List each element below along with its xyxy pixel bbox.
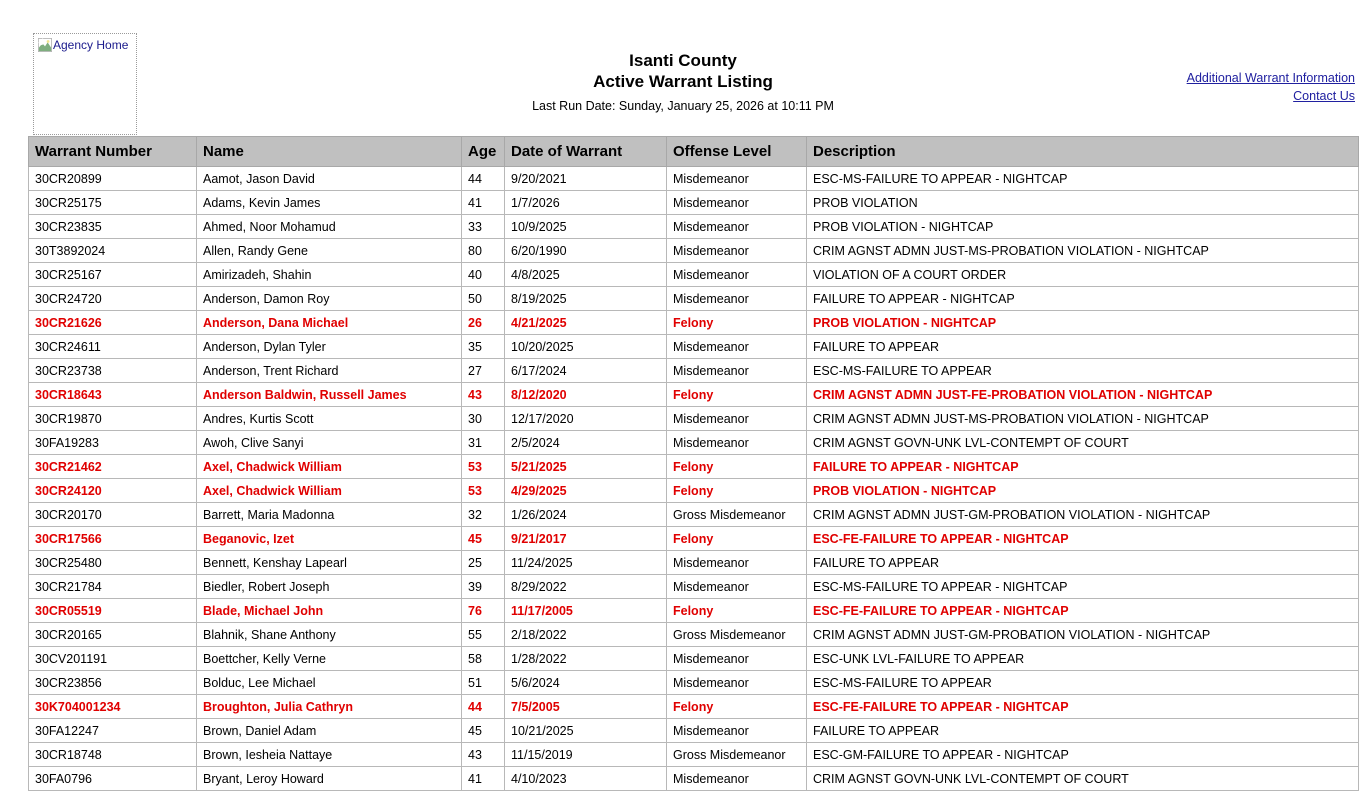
cell-name: Aamot, Jason David	[197, 167, 462, 191]
cell-warrant-number: 30CR17566	[29, 527, 197, 551]
cell-age: 40	[462, 263, 505, 287]
cell-date-of-warrant: 11/17/2005	[505, 599, 667, 623]
cell-offense-level: Misdemeanor	[667, 215, 807, 239]
cell-description: PROB VIOLATION - NIGHTCAP	[807, 215, 1359, 239]
cell-description: FAILURE TO APPEAR	[807, 719, 1359, 743]
cell-age: 58	[462, 647, 505, 671]
cell-date-of-warrant: 8/29/2022	[505, 575, 667, 599]
cell-warrant-number: 30FA12247	[29, 719, 197, 743]
cell-name: Allen, Randy Gene	[197, 239, 462, 263]
cell-warrant-number: 30CR23738	[29, 359, 197, 383]
cell-age: 50	[462, 287, 505, 311]
cell-warrant-number: 30CR20899	[29, 167, 197, 191]
table-row	[29, 695, 1359, 719]
cell-offense-level: Misdemeanor	[667, 767, 807, 791]
cell-age: 55	[462, 623, 505, 647]
cell-date-of-warrant: 2/5/2024	[505, 431, 667, 455]
cell-name: Anderson Baldwin, Russell James	[197, 383, 462, 407]
title-block	[0, 50, 1366, 116]
cell-offense-level: Misdemeanor	[667, 263, 807, 287]
cell-description: ESC-MS-FAILURE TO APPEAR	[807, 359, 1359, 383]
table-row	[29, 623, 1359, 647]
column-header-age[interactable]: Age	[462, 137, 505, 167]
cell-age: 33	[462, 215, 505, 239]
cell-name: Broughton, Julia Cathryn	[197, 695, 462, 719]
cell-offense-level: Misdemeanor	[667, 407, 807, 431]
cell-offense-level: Misdemeanor	[667, 431, 807, 455]
cell-offense-level: Felony	[667, 383, 807, 407]
cell-age: 43	[462, 743, 505, 767]
cell-warrant-number: 30CR18643	[29, 383, 197, 407]
cell-age: 35	[462, 335, 505, 359]
cell-warrant-number: 30CR24611	[29, 335, 197, 359]
cell-description: FAILURE TO APPEAR	[807, 551, 1359, 575]
cell-description: ESC-MS-FAILURE TO APPEAR	[807, 671, 1359, 695]
cell-age: 44	[462, 695, 505, 719]
cell-date-of-warrant: 10/20/2025	[505, 335, 667, 359]
cell-name: Awoh, Clive Sanyi	[197, 431, 462, 455]
additional-warrant-information-link[interactable]: Additional Warrant Information	[1186, 71, 1355, 85]
cell-offense-level: Misdemeanor	[667, 671, 807, 695]
cell-age: 45	[462, 719, 505, 743]
cell-warrant-number: 30CR21462	[29, 455, 197, 479]
contact-us-link[interactable]: Contact Us	[1293, 89, 1355, 103]
cell-name: Adams, Kevin James	[197, 191, 462, 215]
cell-age: 43	[462, 383, 505, 407]
cell-description: FAILURE TO APPEAR	[807, 335, 1359, 359]
column-header-warrant-number[interactable]: Warrant Number	[29, 137, 197, 167]
cell-warrant-number: 30CR25167	[29, 263, 197, 287]
cell-age: 80	[462, 239, 505, 263]
cell-description: ESC-FE-FAILURE TO APPEAR - NIGHTCAP	[807, 599, 1359, 623]
cell-age: 39	[462, 575, 505, 599]
cell-description: VIOLATION OF A COURT ORDER	[807, 263, 1359, 287]
logo-alt-text: Agency Home	[53, 38, 129, 52]
cell-name: Bolduc, Lee Michael	[197, 671, 462, 695]
cell-name: Beganovic, Izet	[197, 527, 462, 551]
cell-description: CRIM AGNST ADMN JUST-MS-PROBATION VIOLATION - NIGHTCAP	[807, 239, 1359, 263]
cell-description: ESC-MS-FAILURE TO APPEAR - NIGHTCAP	[807, 167, 1359, 191]
table-row	[29, 167, 1359, 191]
cell-offense-level: Misdemeanor	[667, 719, 807, 743]
cell-warrant-number: 30CV201191	[29, 647, 197, 671]
table-row	[29, 191, 1359, 215]
cell-offense-level: Felony	[667, 527, 807, 551]
cell-description: PROB VIOLATION	[807, 191, 1359, 215]
cell-description: CRIM AGNST ADMN JUST-FE-PROBATION VIOLATION - NIGHTCAP	[807, 383, 1359, 407]
cell-name: Ahmed, Noor Mohamud	[197, 215, 462, 239]
cell-age: 45	[462, 527, 505, 551]
header-links	[1187, 69, 1355, 105]
cell-offense-level: Misdemeanor	[667, 647, 807, 671]
cell-warrant-number: 30FA19283	[29, 431, 197, 455]
cell-name: Anderson, Dylan Tyler	[197, 335, 462, 359]
cell-offense-level: Gross Misdemeanor	[667, 743, 807, 767]
table-row	[29, 527, 1359, 551]
cell-date-of-warrant: 4/21/2025	[505, 311, 667, 335]
cell-description: CRIM AGNST ADMN JUST-GM-PROBATION VIOLATION - NIGHTCAP	[807, 623, 1359, 647]
table-row	[29, 767, 1359, 791]
agency-home-logo-link[interactable]	[33, 33, 137, 135]
cell-offense-level: Misdemeanor	[667, 191, 807, 215]
column-header-description[interactable]: Description	[807, 137, 1359, 167]
cell-warrant-number: 30CR18748	[29, 743, 197, 767]
cell-date-of-warrant: 8/12/2020	[505, 383, 667, 407]
cell-offense-level: Felony	[667, 599, 807, 623]
cell-date-of-warrant: 1/28/2022	[505, 647, 667, 671]
table-row	[29, 359, 1359, 383]
cell-age: 51	[462, 671, 505, 695]
cell-age: 30	[462, 407, 505, 431]
cell-warrant-number: 30FA0796	[29, 767, 197, 791]
cell-date-of-warrant: 4/10/2023	[505, 767, 667, 791]
cell-date-of-warrant: 6/17/2024	[505, 359, 667, 383]
page-title: Isanti County	[629, 51, 737, 70]
cell-age: 41	[462, 191, 505, 215]
cell-description: CRIM AGNST GOVN-UNK LVL-CONTEMPT OF COURT	[807, 431, 1359, 455]
cell-offense-level: Felony	[667, 455, 807, 479]
table-row	[29, 743, 1359, 767]
cell-description: ESC-MS-FAILURE TO APPEAR - NIGHTCAP	[807, 575, 1359, 599]
cell-date-of-warrant: 5/6/2024	[505, 671, 667, 695]
cell-name: Boettcher, Kelly Verne	[197, 647, 462, 671]
cell-offense-level: Felony	[667, 311, 807, 335]
table-row	[29, 503, 1359, 527]
cell-age: 31	[462, 431, 505, 455]
cell-name: Barrett, Maria Madonna	[197, 503, 462, 527]
cell-age: 44	[462, 167, 505, 191]
cell-date-of-warrant: 11/15/2019	[505, 743, 667, 767]
cell-date-of-warrant: 10/9/2025	[505, 215, 667, 239]
cell-name: Anderson, Dana Michael	[197, 311, 462, 335]
cell-date-of-warrant: 10/21/2025	[505, 719, 667, 743]
cell-warrant-number: 30CR25175	[29, 191, 197, 215]
cell-name: Bennett, Kenshay Lapearl	[197, 551, 462, 575]
cell-date-of-warrant: 9/20/2021	[505, 167, 667, 191]
cell-name: Blade, Michael John	[197, 599, 462, 623]
cell-name: Axel, Chadwick William	[197, 479, 462, 503]
cell-age: 41	[462, 767, 505, 791]
cell-warrant-number: 30T3892024	[29, 239, 197, 263]
cell-offense-level: Misdemeanor	[667, 359, 807, 383]
cell-age: 25	[462, 551, 505, 575]
warrant-table	[28, 136, 1359, 791]
broken-image-icon	[38, 38, 52, 52]
cell-description: ESC-FE-FAILURE TO APPEAR - NIGHTCAP	[807, 527, 1359, 551]
cell-name: Brown, Iesheia Nattaye	[197, 743, 462, 767]
cell-description: ESC-GM-FAILURE TO APPEAR - NIGHTCAP	[807, 743, 1359, 767]
cell-name: Biedler, Robert Joseph	[197, 575, 462, 599]
page-subtitle: Active Warrant Listing	[593, 72, 773, 91]
cell-age: 32	[462, 503, 505, 527]
cell-description: CRIM AGNST ADMN JUST-MS-PROBATION VIOLATION - NIGHTCAP	[807, 407, 1359, 431]
cell-offense-level: Misdemeanor	[667, 167, 807, 191]
cell-warrant-number: 30K704001234	[29, 695, 197, 719]
cell-date-of-warrant: 11/24/2025	[505, 551, 667, 575]
cell-description: ESC-UNK LVL-FAILURE TO APPEAR	[807, 647, 1359, 671]
table-row	[29, 479, 1359, 503]
cell-warrant-number: 30CR25480	[29, 551, 197, 575]
table-row	[29, 575, 1359, 599]
cell-age: 53	[462, 455, 505, 479]
cell-date-of-warrant: 12/17/2020	[505, 407, 667, 431]
cell-date-of-warrant: 1/26/2024	[505, 503, 667, 527]
table-row	[29, 287, 1359, 311]
cell-date-of-warrant: 7/5/2005	[505, 695, 667, 719]
cell-warrant-number: 30CR05519	[29, 599, 197, 623]
column-header-date-of-warrant[interactable]: Date of Warrant	[505, 137, 667, 167]
cell-age: 76	[462, 599, 505, 623]
cell-offense-level: Misdemeanor	[667, 287, 807, 311]
table-row	[29, 383, 1359, 407]
cell-offense-level: Misdemeanor	[667, 551, 807, 575]
cell-name: Anderson, Damon Roy	[197, 287, 462, 311]
cell-description: CRIM AGNST ADMN JUST-GM-PROBATION VIOLATION - NIGHTCAP	[807, 503, 1359, 527]
cell-date-of-warrant: 8/19/2025	[505, 287, 667, 311]
cell-date-of-warrant: 5/21/2025	[505, 455, 667, 479]
cell-name: Bryant, Leroy Howard	[197, 767, 462, 791]
cell-description: FAILURE TO APPEAR - NIGHTCAP	[807, 287, 1359, 311]
table-row	[29, 551, 1359, 575]
page-header	[0, 0, 1366, 136]
column-header-name[interactable]: Name	[197, 137, 462, 167]
column-header-offense-level[interactable]: Offense Level	[667, 137, 807, 167]
cell-name: Axel, Chadwick William	[197, 455, 462, 479]
cell-name: Blahnik, Shane Anthony	[197, 623, 462, 647]
cell-warrant-number: 30CR20170	[29, 503, 197, 527]
cell-name: Amirizadeh, Shahin	[197, 263, 462, 287]
cell-offense-level: Felony	[667, 479, 807, 503]
warrant-table-body	[29, 167, 1359, 791]
cell-age: 53	[462, 479, 505, 503]
table-row	[29, 311, 1359, 335]
table-row	[29, 719, 1359, 743]
cell-description: PROB VIOLATION - NIGHTCAP	[807, 479, 1359, 503]
warrant-table-container	[28, 136, 1358, 791]
last-run-date: Last Run Date: Sunday, January 25, 2026 at 10:11 PM	[532, 99, 834, 113]
table-row	[29, 431, 1359, 455]
cell-warrant-number: 30CR21626	[29, 311, 197, 335]
cell-description: CRIM AGNST GOVN-UNK LVL-CONTEMPT OF COURT	[807, 767, 1359, 791]
cell-date-of-warrant: 1/7/2026	[505, 191, 667, 215]
cell-age: 26	[462, 311, 505, 335]
cell-date-of-warrant: 4/8/2025	[505, 263, 667, 287]
cell-offense-level: Gross Misdemeanor	[667, 503, 807, 527]
table-row	[29, 263, 1359, 287]
cell-offense-level: Misdemeanor	[667, 239, 807, 263]
cell-date-of-warrant: 6/20/1990	[505, 239, 667, 263]
table-row	[29, 647, 1359, 671]
cell-offense-level: Gross Misdemeanor	[667, 623, 807, 647]
cell-offense-level: Misdemeanor	[667, 335, 807, 359]
cell-warrant-number: 30CR24720	[29, 287, 197, 311]
cell-description: PROB VIOLATION - NIGHTCAP	[807, 311, 1359, 335]
cell-warrant-number: 30CR20165	[29, 623, 197, 647]
table-header-row	[29, 137, 1359, 167]
cell-offense-level: Misdemeanor	[667, 575, 807, 599]
cell-date-of-warrant: 2/18/2022	[505, 623, 667, 647]
cell-description: ESC-FE-FAILURE TO APPEAR - NIGHTCAP	[807, 695, 1359, 719]
table-row	[29, 455, 1359, 479]
cell-name: Brown, Daniel Adam	[197, 719, 462, 743]
table-row	[29, 599, 1359, 623]
cell-date-of-warrant: 9/21/2017	[505, 527, 667, 551]
cell-name: Anderson, Trent Richard	[197, 359, 462, 383]
table-row	[29, 407, 1359, 431]
cell-warrant-number: 30CR24120	[29, 479, 197, 503]
cell-warrant-number: 30CR23835	[29, 215, 197, 239]
table-row	[29, 335, 1359, 359]
cell-name: Andres, Kurtis Scott	[197, 407, 462, 431]
cell-age: 27	[462, 359, 505, 383]
cell-date-of-warrant: 4/29/2025	[505, 479, 667, 503]
cell-warrant-number: 30CR19870	[29, 407, 197, 431]
cell-offense-level: Felony	[667, 695, 807, 719]
cell-warrant-number: 30CR21784	[29, 575, 197, 599]
cell-description: FAILURE TO APPEAR - NIGHTCAP	[807, 455, 1359, 479]
cell-warrant-number: 30CR23856	[29, 671, 197, 695]
table-row	[29, 215, 1359, 239]
table-row	[29, 239, 1359, 263]
table-row	[29, 671, 1359, 695]
broken-image-placeholder	[34, 34, 130, 53]
